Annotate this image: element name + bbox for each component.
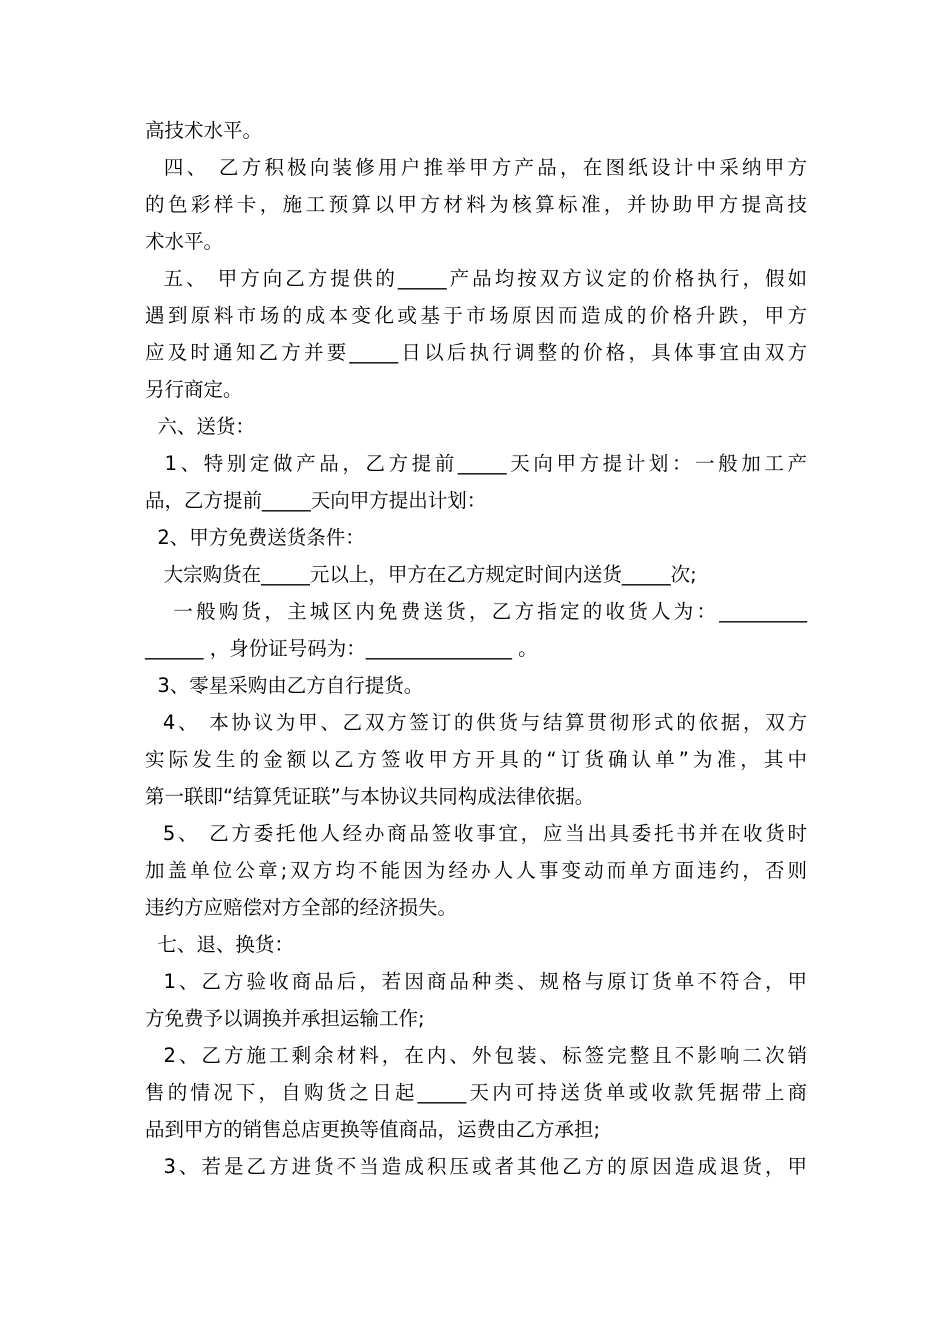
paragraph-line: 违约方应赔偿对方全部的经济损失。 (145, 896, 458, 919)
paragraph-line: 售的情况下，自购货之日起_____天内可持送货单或收款凭据带上商 (145, 1081, 807, 1104)
paragraph-line: 2、甲方免费送货条件： (145, 526, 365, 549)
paragraph-line: 的色彩样卡，施工预算以甲方材料为核算标准，并协助甲方提高技 (145, 193, 807, 216)
paragraph-line: 术水平。 (145, 230, 224, 253)
paragraph-line: 实际发生的金额以乙方签收甲方开具的“订货确认单”为准，其中 (145, 748, 807, 771)
paragraph-line: 大宗购货在_____元以上，甲方在乙方规定时间内送货_____次; (145, 563, 697, 586)
paragraph-line: 1、乙方验收商品后，若因商品种类、规格与原订货单不符合，甲 (145, 970, 807, 993)
section-heading: 六、送货： (145, 415, 255, 438)
paragraph-line: 高技术水平。 (145, 119, 263, 142)
paragraph-line: 应及时通知乙方并要_____日以后执行调整的价格，具体事宜由双方 (145, 341, 807, 364)
section-heading: 七、退、换货： (145, 933, 294, 956)
paragraph-line: 品，乙方提前_____天向甲方提出计划： (145, 489, 487, 512)
paragraph-line: 品到甲方的销售总店更换等值商品，运费由乙方承担; (145, 1118, 601, 1141)
paragraph-line: 加盖单位公章;双方均不能因为经办人人事变动而单方面违约，否则 (145, 859, 807, 882)
paragraph-line: 四、 乙方积极向装修用户推举甲方产品，在图纸设计中采纳甲方 (145, 156, 807, 179)
paragraph-line: 3、若是乙方进货不当造成积压或者其他乙方的原因造成退货，甲 (145, 1155, 807, 1178)
paragraph-line: 五、 甲方向乙方提供的_____产品均按双方议定的价格执行，假如 (145, 267, 807, 290)
paragraph-line: 方免费予以调换并承担运输工作; (145, 1007, 425, 1030)
paragraph-line: 1、特别定做产品，乙方提前_____天向甲方提计划：一般加工产 (145, 452, 807, 475)
paragraph-line: ______ ，身份证号码为：_______________ 。 (145, 637, 538, 660)
paragraph-line: 4、 本协议为甲、乙双方签订的供货与结算贯彻形式的依据，双方 (145, 711, 807, 734)
paragraph-line: 2、乙方施工剩余材料，在内、外包装、标签完整且不影响二次销 (145, 1044, 807, 1067)
paragraph-line: 遇到原料市场的成本变化或基于市场原因而造成的价格升跌，甲方 (145, 304, 807, 327)
paragraph-line: 另行商定。 (145, 378, 243, 401)
paragraph-line: 一般购货，主城区内免费送货，乙方指定的收货人为：_________ (145, 600, 807, 623)
paragraph-line: 5、 乙方委托他人经办商品签收事宜，应当出具委托书并在收货时 (145, 822, 807, 845)
paragraph-line: 第一联即“结算凭证联”与本协议共同构成法律依据。 (145, 785, 595, 808)
paragraph-line: 3、零星采购由乙方自行提货。 (145, 674, 424, 697)
document-body (145, 112, 807, 1185)
